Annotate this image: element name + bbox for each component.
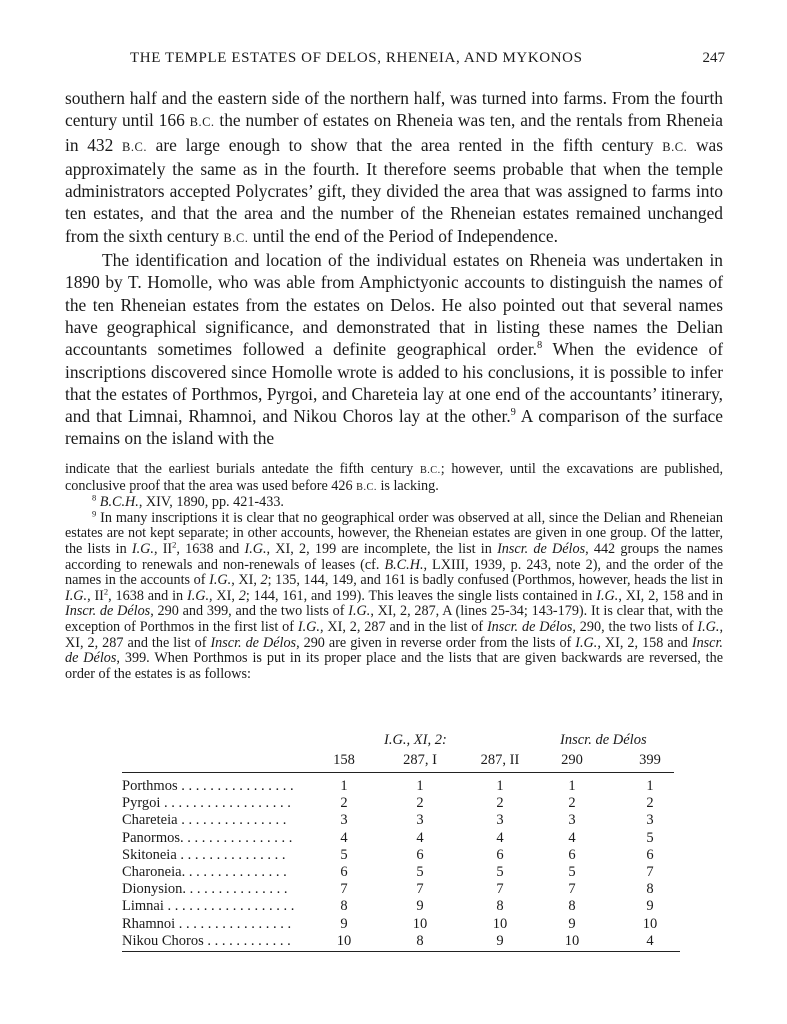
table-row (122, 864, 682, 881)
text-run: , XI, 2, 287 and the list of (65, 618, 723, 651)
estate-name (122, 916, 317, 933)
column-header: 158 (333, 752, 355, 768)
estate-label: Chareteia (122, 812, 178, 829)
table-row (122, 898, 682, 915)
estate-name (122, 795, 317, 812)
table-cell: 3 (568, 812, 576, 829)
estate-label: Dionysion (122, 881, 183, 898)
citation-title: Inscr. de Délos (65, 603, 151, 620)
citation-title: I.G. (596, 587, 619, 604)
citation-title: I.G. (348, 603, 371, 620)
text-run: , 290 and 399, and the two lists of (150, 603, 349, 620)
dot-leader: . . . . . . . . . . . . . . . (182, 881, 288, 898)
table-cell: 2 (646, 795, 654, 812)
citation-title: B.C.H. (99, 494, 139, 511)
text-run: , 1638 and (176, 540, 245, 557)
citation-title: I.G. (697, 618, 720, 635)
text-run: indicate that the earliest burials antedate the fifth century (65, 461, 420, 477)
text-run: , II (87, 587, 104, 604)
column-header: 399 (639, 752, 661, 768)
era-abbrev: B.C. (662, 139, 688, 154)
group-header-inscr: Inscr. de Délos (560, 732, 647, 748)
table-cell: 9 (496, 932, 504, 949)
citation-title: Inscr. de Délos (65, 634, 723, 667)
citation-title: I.G. (575, 634, 598, 651)
dot-leader: . . . . . . . . . . . . . . . . (180, 829, 293, 846)
estate-label: Panormos (122, 829, 180, 846)
text-run: , XI, 2, 287, A (lines 25-34; 143-179). It is clear that, with the exception of Porthmos in the first list of (65, 603, 723, 635)
citation-title: I.G. (65, 587, 88, 604)
estate-name (122, 778, 317, 795)
table-cell: 4 (646, 932, 654, 949)
estate-label: Limnai (122, 898, 164, 915)
table-cell: 6 (496, 846, 504, 863)
citation-title: I.G. (209, 572, 232, 589)
text-run: was approximately the same as in the fourth. It therefore seems probable that when the temple administrators accepted Polycrates’ gift, they divided the area that was assigned to farms into ten estates, and that the area and the number of the Rheneian estates remained unchanged from the sixth century (65, 134, 723, 246)
column-header: 290 (561, 752, 583, 768)
table-cell: 8 (646, 881, 654, 898)
text-run: , XI, 2, 158 and in (618, 587, 724, 604)
text-run: , 1638 and in (108, 587, 187, 604)
text-run: The identification and location of the individual estates on Rheneia was undertaken in 1890 by T. Homolle, who was able from Amphictyonic accounts to distinguish the names of the ten Rheneian estates from the estates on Delos. He also pointed out that several names have geographical significance, and demonstrated that in listing these names the Delian accountants sometimes followed a definite geographical order. (65, 250, 723, 360)
table-cell: 9 (340, 915, 348, 932)
table-cell: 6 (340, 864, 348, 880)
table-row (122, 778, 682, 795)
estate-label: Porthmos (122, 778, 178, 794)
table-cell: 5 (568, 864, 576, 880)
citation-title: I.G. (131, 540, 154, 557)
text-run: are large enough to show that the area rented in the fifth century (146, 134, 663, 155)
table-row (122, 933, 682, 950)
table-cell: 2 (416, 795, 424, 812)
text-run: , XI, (209, 587, 239, 604)
footnote-8 (65, 492, 723, 511)
text-run: , XI, 2, 287 and in the list of (319, 618, 487, 635)
table-cell: 7 (646, 864, 654, 880)
era-abbrev: B.C. (223, 230, 249, 245)
text-run: In many inscriptions it is clear that no geographical order was observed at all, since the Delian and Rheneian estates are not kept separate; in other accounts, however, the Rheneian estates are given in one group. Of the latter, the lists in (65, 509, 723, 557)
text-run: , 290 are given in reverse order from the lists of (296, 634, 576, 651)
dot-leader: . . . . . . . . . . . . . . . . . . (163, 898, 295, 915)
table-cell: 10 (492, 915, 508, 932)
text-run: , XI, (231, 572, 261, 589)
text-run: is lacking. (376, 477, 439, 494)
paragraph-2 (65, 249, 723, 450)
text-run: , XIV, 1890, pp. 421-433. (138, 494, 284, 511)
table-cell: 6 (646, 846, 654, 863)
table-row (122, 916, 682, 933)
footnote-marker: 9 (92, 508, 97, 519)
table-cell: 3 (496, 812, 504, 829)
estate-label: Pyrgoi (122, 795, 161, 812)
table-cell: 3 (646, 812, 654, 829)
table-row (122, 881, 682, 898)
column-header: 287, II (480, 752, 520, 768)
column-header: 287, I (403, 752, 437, 768)
estate-label: Nikou Choros (122, 932, 204, 949)
estate-name (122, 847, 317, 864)
estate-name (122, 933, 317, 950)
dot-leader: . . . . . . . . . . . . . . . . (175, 915, 292, 932)
citation-title: B.C.H. (384, 556, 424, 573)
table-cell: 1 (340, 778, 348, 794)
footnote-ref-8: 8 (537, 340, 543, 352)
table-cell: 3 (340, 812, 348, 829)
era-abbrev: B.C. (356, 481, 377, 493)
table-cell: 3 (416, 812, 424, 829)
table-cell: 7 (568, 881, 576, 898)
table-cell: 9 (568, 915, 576, 932)
footnote-continuation (65, 462, 723, 495)
text-run: , 442 groups the names according to renewals and non-renewals of leases (cf. (65, 540, 723, 573)
table-cell: 5 (496, 864, 504, 880)
group-header-ig: I.G., XI, 2: (384, 732, 447, 748)
text-run: , II (153, 540, 173, 557)
table-cell: 4 (568, 829, 576, 846)
table-cell: 5 (340, 846, 348, 863)
running-head-title: THE TEMPLE ESTATES OF DELOS, RHENEIA, AND MYKONOS (130, 50, 583, 66)
dot-leader: . . . . . . . . . . . . . . . (176, 846, 286, 863)
text-run: ; 135, 144, 149, and 161 is badly confused (Porthmos, however, heads the list in (267, 572, 723, 589)
table-cell: 6 (416, 846, 424, 863)
table-cell: 5 (646, 829, 654, 846)
era-abbrev: B.C. (189, 115, 215, 130)
table-cell: 7 (340, 881, 348, 898)
table-cell: 9 (646, 898, 654, 915)
page-number: 247 (702, 50, 725, 66)
text-run: A comparison of the surface remains on the island with the (65, 406, 723, 449)
text-run: When the evidence of inscriptions discovered since Homolle wrote is added to his conclusions, it is possible to infer that the estates of Porthmos, Pyrgoi, and Chareteia lay at one end of the accountants’ itinerary, and that Limnai, Rhamnoi, and Nikou Choros lay at the other. (65, 339, 723, 427)
table-cell: 2 (568, 795, 576, 812)
table-cell: 2 (340, 795, 348, 812)
text-run: southern half and the eastern side of the northern half, was turned into farms. From the fourth century until 166 (65, 88, 723, 131)
table-cell: 10 (564, 932, 580, 949)
citation-volume: 2 (260, 572, 268, 589)
text-run: , 290, the two lists of (572, 618, 698, 635)
table-cell: 2 (496, 795, 504, 812)
era-abbrev: B.C. (419, 465, 441, 476)
citation-volume: 2 (238, 587, 246, 604)
footnotes (65, 462, 723, 682)
table-cell: 7 (416, 881, 424, 898)
citation-title: Inscr. de Délos (497, 540, 586, 557)
dot-leader: . . . . . . . . . . . . . . . (177, 812, 287, 829)
table-cell: 10 (412, 915, 428, 932)
table-bottom-rule (122, 951, 680, 952)
table-row (122, 830, 682, 847)
text-run: the number of estates on Rheneia was ten, and the rentals from Rheneia in 432 (65, 110, 723, 155)
text-run: , XI, 2, 158 and (597, 634, 692, 651)
estate-label: Charoneia (122, 864, 182, 880)
citation-title: Inscr. de Délos (210, 634, 297, 651)
body-text (65, 87, 723, 450)
estate-label: Skitoneia (122, 846, 177, 863)
table-cell: 10 (642, 915, 658, 932)
text-run: ; 144, 161, and 199). This leaves the single lists contained in (245, 587, 597, 604)
table-cell: 4 (416, 829, 424, 846)
citation-title: I.G. (186, 587, 210, 604)
estate-name (122, 830, 317, 847)
paragraph-1 (65, 87, 723, 249)
table-row (122, 812, 682, 829)
table-cell: 9 (416, 898, 424, 915)
table-row (122, 795, 682, 812)
text-run: , 399. When Porthmos is put in its proper place and the lists that are given backwards are reversed, the order of the estates is as follows: (65, 650, 723, 682)
era-abbrev: B.C. (122, 139, 147, 154)
table-row (122, 847, 682, 864)
table-cell: 10 (336, 932, 352, 949)
estate-name (122, 898, 317, 915)
table-cell: 1 (496, 778, 504, 794)
table-cell: 8 (568, 898, 576, 915)
dot-leader: . . . . . . . . . . . . (203, 932, 291, 949)
text-run: , LXIII, 1939, p. 243, note 2), and the order of the names in the accounts of (65, 556, 723, 589)
table-cell: 1 (416, 778, 424, 794)
table-cell: 6 (568, 846, 576, 863)
estate-name (122, 881, 317, 898)
table-cell: 4 (496, 829, 504, 846)
citation-title: I.G. (244, 540, 267, 557)
table-cell: 8 (496, 898, 504, 915)
table-cell: 1 (568, 778, 576, 794)
table-top-rule (122, 772, 674, 773)
table-cell: 4 (340, 829, 348, 846)
table-cell: 8 (416, 932, 424, 949)
dot-leader: . . . . . . . . . . . . . . . (181, 864, 287, 880)
text-run: , XI, 2, 199 are incomplete, the list in (266, 540, 498, 557)
table-cell: 8 (340, 898, 348, 915)
dot-leader: . . . . . . . . . . . . . . . . . . (160, 795, 291, 812)
table-cell: 5 (416, 864, 424, 880)
text-run: ; however, until the excavations are published, conclusive proof that the area was used before 426 (65, 461, 723, 494)
estate-name (122, 812, 317, 829)
footnote-marker: 8 (92, 492, 97, 503)
estate-label: Rhamnoi (122, 915, 176, 932)
estate-name (122, 864, 317, 881)
text-run: until the end of the Period of Independence. (248, 225, 558, 246)
running-header (130, 50, 725, 72)
superscript: 2 (103, 586, 109, 597)
dot-leader: . . . . . . . . . . . . . . . . (177, 778, 294, 794)
footnote-9 (65, 508, 724, 683)
table-cell: 1 (646, 778, 654, 794)
citation-title: I.G. (297, 618, 320, 635)
citation-title: Inscr. de Délos (486, 618, 573, 635)
superscript: 2 (172, 539, 177, 550)
table-cell: 7 (496, 881, 504, 898)
footnote-ref-9: 9 (510, 407, 516, 419)
